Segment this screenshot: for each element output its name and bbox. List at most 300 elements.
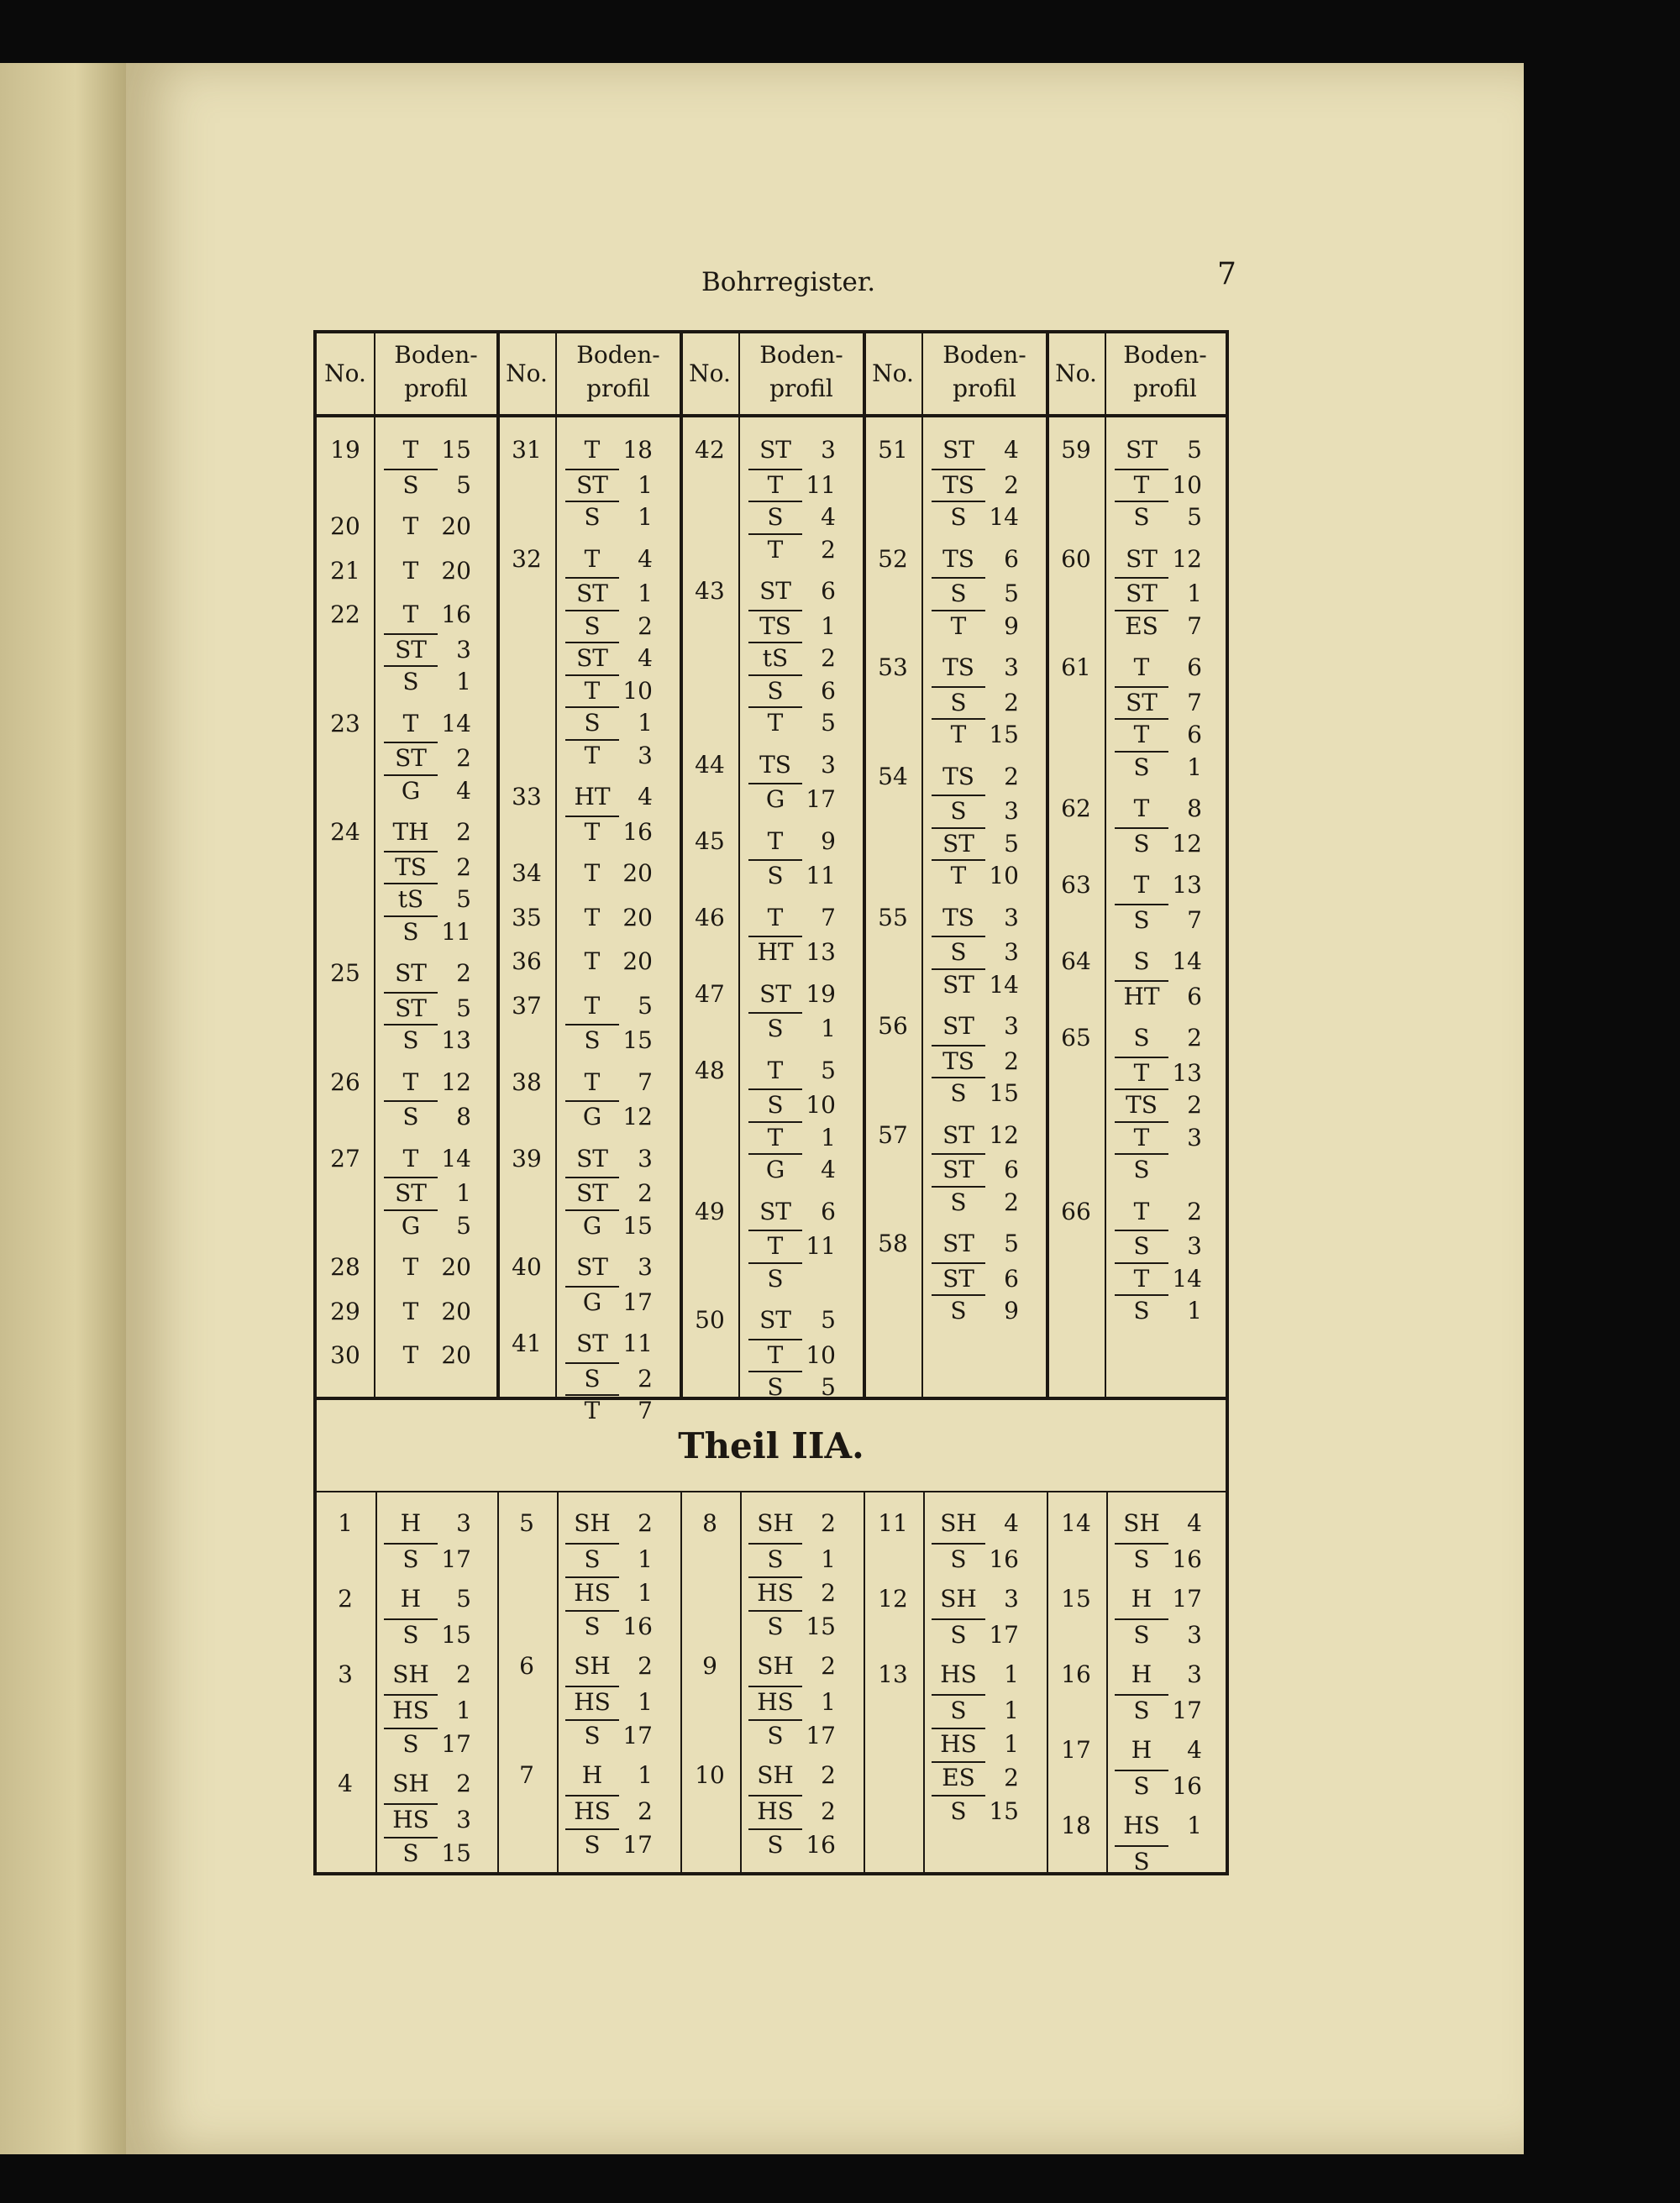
- layer-code: S: [1133, 947, 1150, 975]
- layer-code: S: [932, 1795, 985, 1825]
- layer-thickness: 2: [821, 1579, 836, 1607]
- bore-number: 45: [695, 826, 725, 855]
- layer-code: ST: [932, 968, 985, 999]
- soil-layer: [384, 1068, 471, 1096]
- layer-code: T: [402, 1341, 419, 1369]
- layer-thickness: 2: [1004, 470, 1019, 499]
- layer-thickness: 15: [989, 1797, 1019, 1825]
- layer-thickness: 6: [1187, 982, 1202, 1010]
- layer-thickness: 16: [1172, 1545, 1202, 1573]
- layer-code: S: [748, 1262, 802, 1293]
- layer-code: SH: [392, 1660, 429, 1688]
- soil-layer: [1115, 1736, 1202, 1764]
- soil-layer: [1115, 1230, 1202, 1260]
- bore-number: 41: [512, 1330, 542, 1357]
- bore-number: 54: [878, 762, 908, 790]
- layer-code: SH: [940, 1585, 977, 1613]
- layer-code: S: [1115, 904, 1168, 934]
- bore-number: 48: [695, 1056, 725, 1084]
- soil-layer: [932, 763, 1019, 790]
- layer-thickness: 1: [638, 1545, 653, 1573]
- layer-thickness: 15: [989, 1079, 1019, 1107]
- layer-thickness: 10: [806, 1340, 836, 1369]
- layer-code: T: [932, 610, 985, 640]
- header-rule: [317, 414, 1226, 417]
- layer-code: S: [1115, 1230, 1168, 1260]
- bore-number: 25: [330, 959, 360, 987]
- layer-code: S: [748, 1088, 802, 1119]
- header-profil-bottom: profil: [586, 375, 650, 402]
- soil-layer: [748, 1306, 836, 1334]
- layer-code: ST: [759, 979, 791, 1008]
- column-divider: [555, 333, 557, 1400]
- layer-thickness: 10: [622, 676, 653, 705]
- layer-code: HS: [565, 1686, 619, 1716]
- layer-thickness: 2: [638, 1652, 653, 1680]
- layer-code: ST: [942, 1012, 974, 1040]
- layer-code: ST: [565, 469, 619, 499]
- layer-thickness: 2: [821, 535, 836, 564]
- soil-layer: [384, 710, 471, 737]
- soil-layer: [748, 827, 836, 855]
- column-divider: [1106, 1491, 1108, 1873]
- soil-layer: [565, 436, 653, 464]
- soil-layer: [748, 1795, 836, 1825]
- layer-code: S: [565, 706, 619, 737]
- layer-thickness: 7: [638, 1397, 653, 1424]
- layer-code: SH: [940, 1509, 977, 1537]
- soil-layer: [932, 1153, 1019, 1183]
- header-bodenprofil: [1105, 338, 1226, 406]
- layer-code: T: [402, 1144, 419, 1172]
- layer-code: T: [748, 533, 802, 564]
- layer-code: T: [402, 1067, 419, 1096]
- bore-number: 66: [1061, 1197, 1091, 1225]
- soil-layer: [565, 947, 653, 975]
- header-bodenprofil: [921, 338, 1047, 406]
- bore-number: 40: [512, 1253, 542, 1281]
- soil-layer: [565, 674, 653, 705]
- bore-number: 21: [330, 556, 360, 585]
- header-no: No.: [324, 359, 366, 387]
- soil-layer: [932, 436, 1019, 464]
- layer-thickness: 19: [806, 979, 836, 1008]
- layer-thickness: 5: [821, 1306, 836, 1334]
- soil-layer: [748, 1686, 836, 1716]
- soil-layer: [1115, 1121, 1202, 1151]
- soil-layer: [748, 1509, 836, 1537]
- bore-number: 12: [878, 1585, 908, 1613]
- layer-thickness: 15: [622, 1026, 653, 1054]
- layer-code: S: [748, 674, 802, 705]
- soil-layer: [384, 915, 471, 946]
- soil-layer: [932, 1728, 1019, 1758]
- layer-thickness: 1: [1004, 1697, 1019, 1724]
- layer-thickness: 4: [638, 544, 653, 573]
- bore-number: 53: [878, 653, 908, 681]
- soil-layer: [1115, 980, 1202, 1010]
- layer-thickness: 2: [1004, 762, 1019, 790]
- layer-code: T: [1133, 653, 1150, 681]
- header-no: No.: [1055, 359, 1097, 387]
- header-bodenprofil: [738, 338, 864, 406]
- layer-code: ST: [384, 742, 438, 772]
- layer-thickness: 14: [1172, 1264, 1202, 1293]
- layer-code: ST: [384, 633, 438, 664]
- layer-thickness: 3: [1004, 903, 1019, 931]
- layer-thickness: 8: [456, 1103, 471, 1130]
- bore-number: 56: [878, 1012, 908, 1040]
- soil-layer: [1115, 1585, 1202, 1613]
- layer-code: G: [748, 1153, 802, 1183]
- layer-code: S: [565, 1543, 619, 1573]
- soil-layer: [565, 1145, 653, 1172]
- layer-thickness: 2: [1004, 688, 1019, 716]
- soil-layer: [1115, 1153, 1202, 1183]
- layer-thickness: 9: [821, 826, 836, 855]
- layer-code: H: [1131, 1736, 1152, 1764]
- bore-number: 62: [1061, 795, 1091, 822]
- soil-layer: [1115, 1088, 1202, 1119]
- layer-code: ST: [759, 436, 791, 464]
- layer-code: H: [400, 1509, 422, 1537]
- soil-layer: [384, 512, 471, 540]
- soil-layer: [932, 1045, 1019, 1075]
- soil-layer: [565, 501, 653, 531]
- soil-layer: [748, 1121, 836, 1151]
- layer-thickness: 1: [821, 1688, 836, 1716]
- layer-code: G: [565, 1209, 619, 1240]
- soil-layer: [1115, 1262, 1202, 1293]
- soil-layer: [565, 545, 653, 573]
- layer-thickness: 17: [441, 1730, 471, 1758]
- layer-code: HS: [748, 1686, 802, 1716]
- layer-thickness: 1: [1187, 1297, 1202, 1324]
- layer-thickness: 1: [638, 503, 653, 531]
- bore-number: 19: [330, 436, 360, 464]
- bore-register-table: [313, 330, 1229, 1875]
- soil-layer: [932, 1294, 1019, 1324]
- layer-thickness: 16: [806, 1831, 836, 1859]
- layer-thickness: 20: [441, 512, 471, 540]
- bore-number: 18: [1061, 1812, 1091, 1839]
- soil-layer: [384, 1341, 471, 1369]
- soil-layer: [565, 1068, 653, 1096]
- soil-layer: [384, 665, 471, 695]
- header-profil-bottom: profil: [769, 375, 833, 402]
- soil-layer: [1115, 1024, 1202, 1052]
- layer-thickness: 13: [1172, 1058, 1202, 1087]
- soil-layer: [748, 1761, 836, 1789]
- soil-layer: [384, 1728, 471, 1758]
- layer-thickness: 3: [1004, 1585, 1019, 1613]
- layer-thickness: 2: [456, 818, 471, 846]
- soil-layer: [1115, 436, 1202, 464]
- layer-thickness: 4: [1187, 1509, 1202, 1537]
- soil-layer: [565, 1543, 653, 1573]
- layer-thickness: 7: [821, 903, 836, 931]
- soil-layer: [748, 1371, 836, 1401]
- bore-number: 44: [695, 750, 725, 779]
- layer-code: ST: [1126, 544, 1158, 573]
- soil-layer: [384, 1509, 471, 1537]
- layer-code: T: [402, 556, 419, 585]
- layer-code: TS: [932, 1045, 985, 1075]
- header-profil-top: Boden-: [576, 341, 660, 369]
- bore-number: 26: [330, 1067, 360, 1096]
- layer-thickness: 3: [1004, 797, 1019, 825]
- layer-thickness: 17: [441, 1545, 471, 1573]
- soil-layer: [748, 469, 836, 499]
- layer-thickness: 4: [821, 503, 836, 531]
- layer-thickness: 6: [1004, 544, 1019, 573]
- soil-layer: [1115, 469, 1202, 499]
- column-divider: [1046, 333, 1049, 1400]
- soil-layer: [384, 1660, 471, 1688]
- layer-code: SH: [757, 1509, 794, 1537]
- soil-layer: [932, 469, 1019, 499]
- layer-thickness: 16: [441, 601, 471, 628]
- layer-code: T: [402, 601, 419, 628]
- layer-thickness: 5: [638, 991, 653, 1020]
- layer-code: SH: [757, 1761, 794, 1789]
- soil-layer: [384, 1024, 471, 1054]
- layer-code: T: [584, 947, 601, 975]
- soil-layer: [748, 751, 836, 779]
- soil-layer: [384, 1837, 471, 1867]
- bore-number: 35: [512, 903, 542, 931]
- bore-number: 11: [878, 1509, 908, 1537]
- layer-thickness: 5: [1187, 436, 1202, 464]
- soil-layer: [565, 816, 653, 846]
- layer-thickness: 20: [441, 1253, 471, 1281]
- layer-thickness: 1: [1187, 1812, 1202, 1839]
- bore-number: 30: [330, 1341, 360, 1369]
- layer-code: G: [748, 783, 802, 813]
- soil-layer: [932, 827, 1019, 858]
- section-title: Theil IIA.: [678, 1425, 864, 1466]
- layer-code: ST: [565, 1177, 619, 1207]
- layer-thickness: 11: [806, 470, 836, 499]
- layer-thickness: 6: [821, 1197, 836, 1225]
- bore-number: 51: [878, 436, 908, 464]
- layer-code: S: [384, 915, 438, 946]
- layer-thickness: 14: [989, 503, 1019, 531]
- layer-code: T: [402, 1297, 419, 1325]
- soil-layer: [384, 1618, 471, 1649]
- soil-layer: [565, 577, 653, 607]
- layer-thickness: 17: [622, 1288, 653, 1316]
- layer-thickness: 1: [821, 1123, 836, 1151]
- layer-code: T: [767, 903, 784, 931]
- bore-number: 1: [338, 1509, 353, 1537]
- header-no: No.: [506, 359, 548, 387]
- bore-number: 65: [1061, 1024, 1091, 1052]
- soil-layer: [384, 557, 471, 585]
- layer-code: T: [565, 816, 619, 846]
- soil-layer: [1115, 1198, 1202, 1225]
- soil-layer: [748, 1088, 836, 1119]
- layer-code: S: [748, 1610, 802, 1640]
- soil-layer: [932, 577, 1019, 607]
- layer-code: T: [565, 739, 619, 769]
- layer-code: S: [565, 610, 619, 640]
- layer-code: T: [402, 709, 419, 737]
- soil-layer: [1115, 795, 1202, 822]
- header-profil-top: Boden-: [394, 341, 478, 369]
- bore-number: 28: [330, 1253, 360, 1281]
- soil-layer: [932, 1121, 1019, 1149]
- layer-thickness: 5: [456, 885, 471, 913]
- soil-layer: [1115, 718, 1202, 748]
- bore-number: 6: [519, 1652, 534, 1680]
- bore-number: 52: [878, 544, 908, 573]
- layer-thickness: 1: [638, 470, 653, 499]
- layer-code: T: [1115, 469, 1168, 499]
- layer-code: S: [565, 1362, 619, 1393]
- layer-code: TS: [942, 653, 974, 681]
- layer-thickness: 1: [456, 1179, 471, 1207]
- soil-layer: [1115, 1618, 1202, 1649]
- bore-number: 13: [878, 1660, 908, 1688]
- layer-code: ST: [395, 959, 427, 987]
- soil-layer: [565, 1576, 653, 1607]
- layer-code: S: [748, 1719, 802, 1749]
- soil-layer: [384, 774, 471, 805]
- layer-thickness: 5: [456, 1211, 471, 1240]
- running-head: Bohrregister.: [701, 267, 876, 297]
- bore-number: 58: [878, 1230, 908, 1257]
- soil-layer: [932, 1795, 1019, 1825]
- soil-layer: [384, 1585, 471, 1613]
- bore-number: 61: [1061, 653, 1091, 681]
- layer-thickness: 1: [638, 1761, 653, 1789]
- bore-number: 50: [695, 1306, 725, 1334]
- soil-layer: [565, 1686, 653, 1716]
- layer-thickness: 5: [821, 1056, 836, 1084]
- layer-thickness: 12: [622, 1103, 653, 1130]
- layer-code: T: [1115, 718, 1168, 748]
- header-profil-bottom: profil: [1133, 375, 1197, 402]
- layer-code: S: [748, 1828, 802, 1859]
- bore-number: 37: [512, 991, 542, 1020]
- layer-thickness: 6: [821, 676, 836, 705]
- layer-thickness: 3: [456, 635, 471, 664]
- layer-thickness: 2: [638, 611, 653, 640]
- bore-number: 42: [695, 436, 725, 464]
- layer-thickness: 20: [622, 947, 653, 975]
- section-title-rule: [317, 1491, 1226, 1492]
- soil-layer: [932, 501, 1019, 531]
- soil-layer: [384, 1145, 471, 1172]
- soil-layer: [565, 992, 653, 1020]
- soil-layer: [932, 1509, 1019, 1537]
- soil-layer: [932, 718, 1019, 748]
- layer-code: T: [584, 991, 601, 1020]
- layer-thickness: 2: [456, 1660, 471, 1688]
- header-profil-top: Boden-: [759, 341, 843, 369]
- layer-code: S: [932, 686, 985, 716]
- bore-number: 46: [695, 903, 725, 931]
- layer-thickness: 8: [1187, 795, 1202, 822]
- layer-code: T: [565, 1394, 619, 1424]
- layer-code: ST: [942, 1230, 974, 1257]
- soil-layer: [384, 1253, 471, 1281]
- bore-number: 49: [695, 1197, 725, 1225]
- layer-code: S: [932, 1294, 985, 1324]
- bore-number: 60: [1061, 544, 1091, 573]
- layer-code: SH: [1123, 1509, 1160, 1537]
- layer-thickness: 20: [441, 1297, 471, 1325]
- layer-thickness: 1: [1004, 1660, 1019, 1688]
- soil-layer: [565, 1209, 653, 1240]
- layer-thickness: 9: [1004, 1297, 1019, 1324]
- layer-code: G: [384, 1209, 438, 1240]
- soil-layer: [384, 1100, 471, 1130]
- layer-code: ST: [1115, 686, 1168, 716]
- soil-layer: [565, 1509, 653, 1537]
- soil-layer: [384, 469, 471, 499]
- layer-code: S: [932, 1186, 985, 1216]
- bore-number: 33: [512, 783, 542, 810]
- layer-thickness: 3: [1187, 1660, 1202, 1688]
- header-bodenprofil: [555, 338, 681, 406]
- layer-thickness: 3: [638, 1253, 653, 1281]
- soil-layer: [565, 706, 653, 737]
- soil-layer: [384, 1209, 471, 1240]
- bore-number: 15: [1061, 1585, 1091, 1613]
- bore-number: 36: [512, 947, 542, 975]
- layer-code: S: [932, 577, 985, 607]
- layer-thickness: 3: [821, 750, 836, 779]
- layer-thickness: 17: [806, 1722, 836, 1749]
- layer-code: S: [384, 1543, 438, 1573]
- layer-code: S: [1115, 1845, 1168, 1875]
- layer-thickness: 20: [441, 556, 471, 585]
- soil-layer: [1115, 1057, 1202, 1087]
- soil-layer: [932, 1186, 1019, 1216]
- layer-code: S: [748, 1012, 802, 1042]
- soil-layer: [384, 1803, 471, 1833]
- soil-layer: [384, 851, 471, 881]
- layer-thickness: 2: [1187, 1024, 1202, 1052]
- layer-code: TS: [1115, 1088, 1168, 1119]
- column-divider: [375, 1491, 377, 1873]
- bore-number: 27: [330, 1144, 360, 1172]
- soil-layer: [748, 1262, 836, 1293]
- soil-layer: [565, 1394, 653, 1424]
- layer-code: ST: [759, 1197, 791, 1225]
- bore-number: 23: [330, 709, 360, 737]
- soil-layer: [565, 859, 653, 887]
- soil-layer: [1115, 751, 1202, 781]
- layer-code: S: [565, 1828, 619, 1859]
- soil-layer: [748, 1652, 836, 1680]
- soil-layer: [565, 1652, 653, 1680]
- soil-layer: [932, 653, 1019, 681]
- layer-code: T: [402, 1253, 419, 1281]
- layer-code: HS: [748, 1795, 802, 1825]
- layer-code: T: [1115, 1262, 1168, 1293]
- layer-code: HS: [748, 1576, 802, 1607]
- layer-thickness: 1: [456, 668, 471, 695]
- soil-layer: [1115, 1694, 1202, 1724]
- layer-code: T: [584, 859, 601, 887]
- layer-code: ST: [384, 992, 438, 1022]
- header-no: No.: [689, 359, 731, 387]
- bore-number: 29: [330, 1297, 360, 1325]
- layer-code: S: [565, 501, 619, 531]
